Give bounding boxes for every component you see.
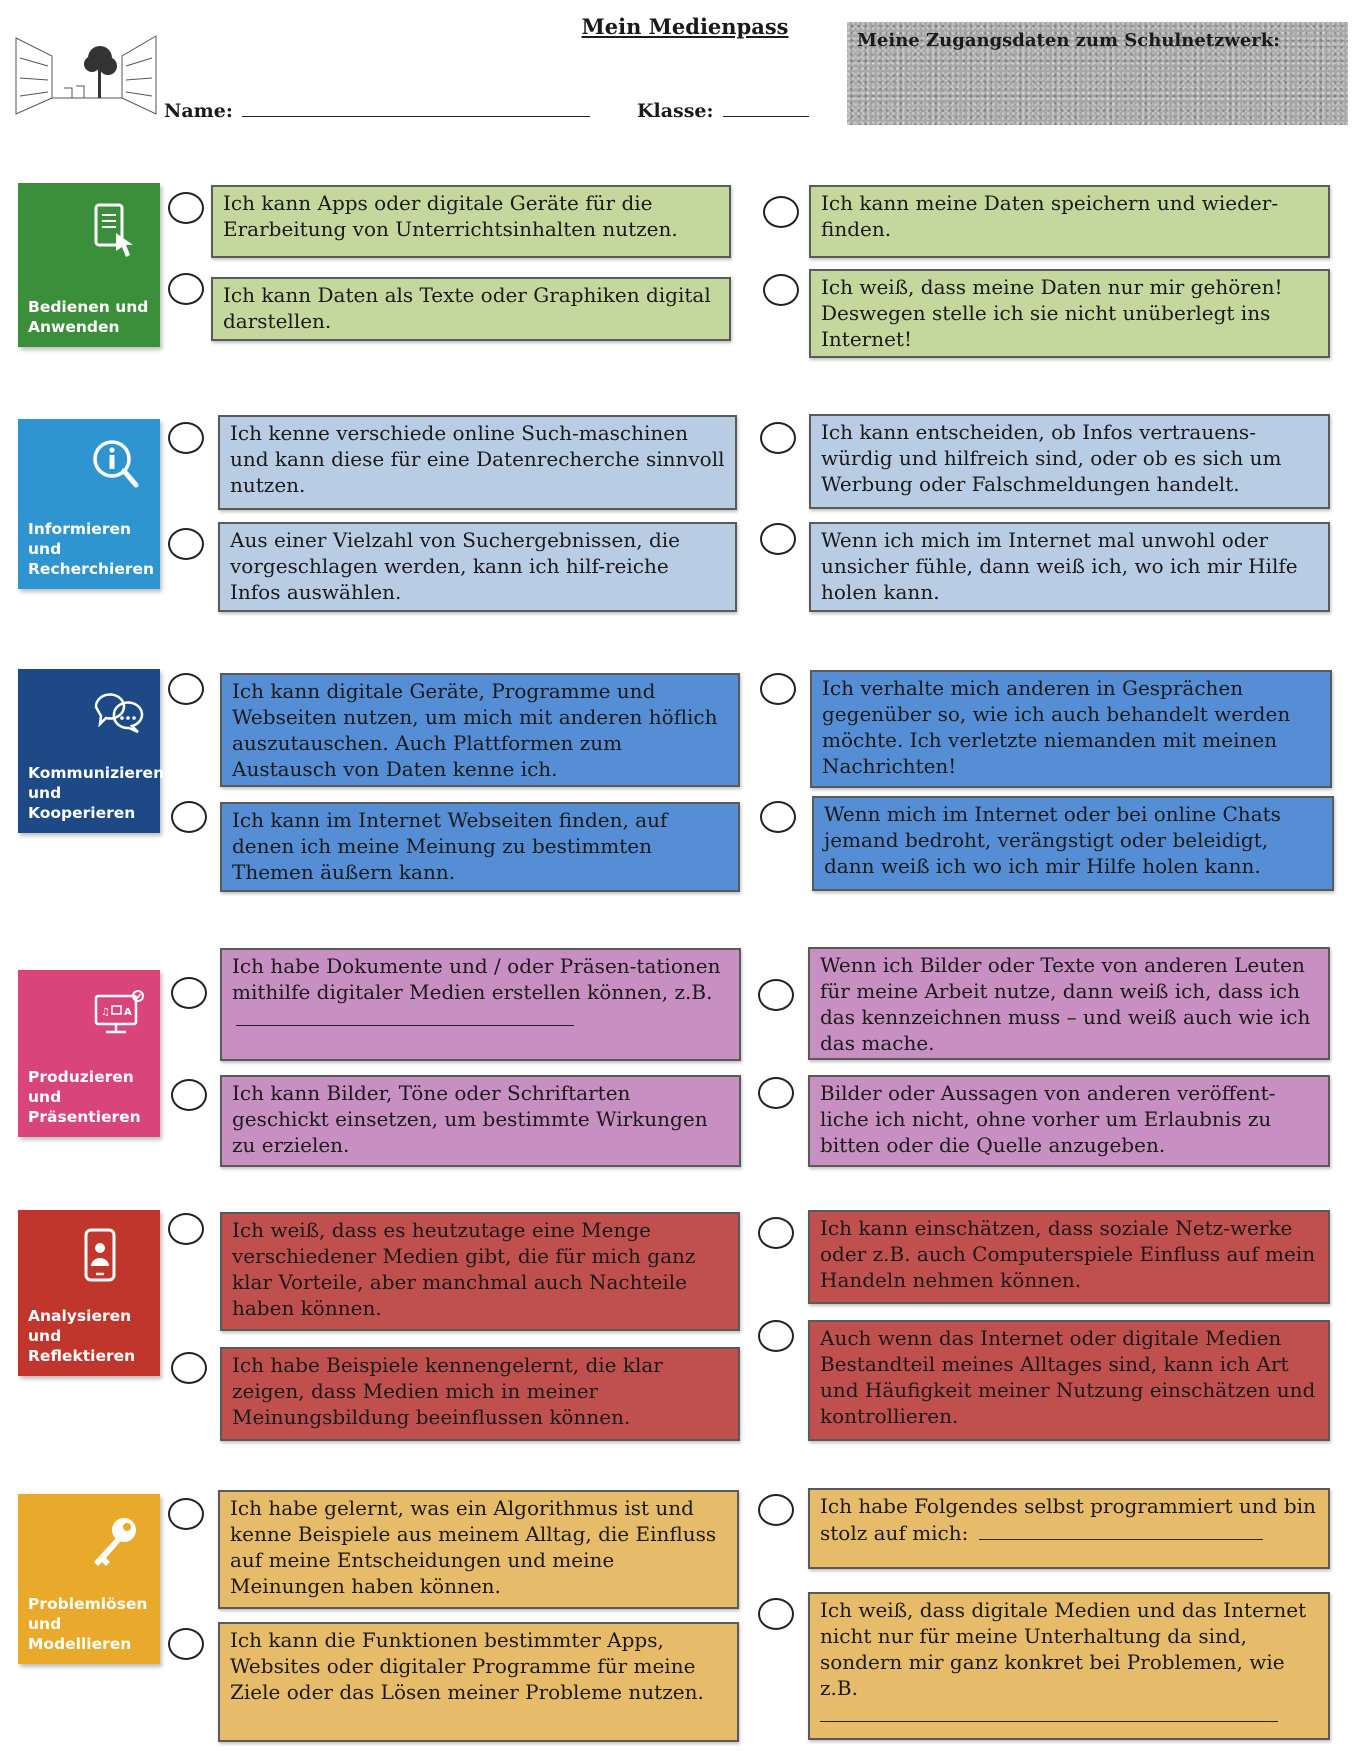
statement-text: Ich kann im Internet Webseiten finden, auf denen ich meine Meinung zu bestimmten Themen äußern kann. [232,808,668,884]
tablet-touch-icon [86,203,142,259]
statement-box [808,947,1330,1060]
category-label: Kommunizieren und Kooperieren [28,764,165,822]
category-tile-problemloesen [18,1494,160,1664]
statement-text: Aus einer Vielzahl von Suchergebnissen, die vorgeschlagen werden, kann ich hilf-reiche Infos auswählen. [230,528,680,604]
category-label: Informieren und Recherchieren [28,520,155,578]
category-label: Bedienen und Anwenden [28,298,149,336]
login-data-box [847,22,1348,125]
statement-text: Auch wenn das Internet oder digitale Medien Bestandteil meines Alltages sind, kann ich Art und Häufigkeit meiner Nutzung einschätzen und kontrollieren. [820,1326,1316,1428]
example-blank[interactable] [820,1701,1278,1722]
smartphone-person-icon [82,1228,138,1284]
checkbox-circle[interactable] [168,192,204,224]
statement-box [218,415,737,510]
statement-text: Ich kann die Funktionen bestimmter Apps, Websites oder digitaler Programme für meine Ziele oder das Lösen meiner Probleme nutzen. [230,1628,704,1704]
checkbox-circle[interactable] [760,422,796,454]
statement-box [220,673,740,787]
statement-box [220,1347,740,1441]
page-title: Mein Medienpass [581,14,789,39]
example-blank[interactable] [236,1005,574,1026]
checkbox-circle[interactable] [763,274,799,306]
class-blank[interactable] [723,98,809,117]
checkbox-circle[interactable] [758,1494,794,1526]
statement-box [808,1075,1330,1167]
statement-text: Ich weiß, dass meine Daten nur mir gehören! Deswegen stelle ich sie nicht unüberlegt ins Internet! [821,275,1283,351]
statement-text: Wenn ich mich im Internet mal unwohl oder unsicher fühle, dann weiß ich, wo ich mir Hilfe holen kann. [821,528,1298,604]
statement-box [211,277,731,341]
name-label: Name: [164,100,233,122]
statement-text: Ich habe Beispiele kennengelernt, die klar zeigen, dass Medien mich in meiner Meinungsbildung beeinflussen können. [232,1353,663,1429]
key-icon [88,1514,144,1570]
statement-box [218,1490,739,1609]
category-tile-analysieren [18,1210,160,1376]
statement-box [808,1592,1330,1740]
checkbox-circle[interactable] [171,1079,207,1111]
statement-box [220,1212,740,1331]
statement-text: Ich kann entscheiden, ob Infos vertrauens-würdig und hilfreich sind, oder ob es sich um Werbung oder Falschmeldungen handelt. [821,420,1282,496]
checkbox-circle[interactable] [171,1352,207,1384]
statement-box [808,1210,1330,1304]
statement-text: Ich kann Daten als Texte oder Graphiken digital darstellen. [223,283,711,333]
checkbox-circle[interactable] [168,673,204,705]
category-tile-kommunizieren [18,669,165,833]
school-logo [12,28,160,118]
statement-text: Wenn ich Bilder oder Texte von anderen Leuten für meine Arbeit nutze, dann weiß ich, dass ich das kennzeichnen muss – und weiß auch wie ich das mache. [820,953,1311,1055]
statement-text: Ich habe Dokumente und / oder Präsen-tationen mithilfe digitaler Medien erstellen können, z.B. [232,954,721,1004]
checkbox-circle[interactable] [760,673,796,705]
svg-text:A: A [124,1007,132,1018]
category-label: Problemlösen und Modellieren [28,1595,148,1653]
category-tile-produzieren [18,970,160,1137]
category-label: Analysieren und Reflektieren [28,1307,136,1365]
name-blank[interactable] [242,98,590,117]
checkbox-circle[interactable] [760,523,796,555]
checkbox-circle[interactable] [758,1077,794,1109]
login-label: Meine Zugangsdaten zum Schulnetzwerk: [857,30,1280,51]
statement-box [220,802,740,892]
checkbox-circle[interactable] [758,1217,794,1249]
statement-text: Ich weiß, dass digitale Medien und das Internet nicht nur für meine Unterhaltung da sind, sondern mir ganz konkret bei Problemen, wie z.B. [820,1598,1307,1700]
statement-text: Ich kann einschätzen, dass soziale Netz-werke oder z.B. auch Computerspiele Einfluss auf mein Handeln nehmen können. [820,1216,1316,1292]
checkbox-circle[interactable] [758,1598,794,1630]
checkbox-circle[interactable] [171,977,207,1009]
statement-text: Wenn mich im Internet oder bei online Chats jemand bedroht, verängstigt oder beleidigt, dann weiß ich wo ich mir Hilfe holen kann. [824,802,1281,878]
statement-box [218,1622,739,1742]
class-field[interactable] [637,98,817,122]
statement-box [808,1320,1330,1441]
statement-box [810,670,1332,788]
checkbox-circle[interactable] [760,801,796,833]
svg-text:♫: ♫ [101,1007,110,1018]
statement-text: Ich habe gelernt, was ein Algorithmus ist und kenne Beispiele aus meinem Alltag, die Einfluss auf meine Entscheidungen und meine Meinungen haben können. [230,1496,717,1598]
checkbox-circle[interactable] [758,979,794,1011]
statement-box [809,522,1330,612]
statement-text: Ich kann digitale Geräte, Programme und Webseiten nutzen, um mich mit anderen höflich auszutauschen. Auch Plattformen zum Austausch von Daten kenne ich. [232,679,718,781]
statement-text: Bilder oder Aussagen von anderen veröffent-liche ich nicht, ohne vorher um Erlaubnis zu bitten oder die Quelle anzugeben. [820,1081,1276,1157]
statement-text: Ich weiß, dass es heutzutage eine Menge verschiedener Medien gibt, die für mich ganz klar Vorteile, aber manchmal auch Nachteile haben können. [232,1218,696,1320]
statement-box [809,269,1330,358]
checkbox-circle[interactable] [168,1213,204,1245]
statement-box [809,185,1330,258]
media-screen-icon [92,988,148,1044]
statement-text: Ich verhalte mich anderen in Gesprächen gegenüber so, wie ich auch behandelt werden möchte. Ich verletzte niemanden mit meinen Nachrichten! [822,676,1291,778]
checkbox-circle[interactable] [168,528,204,560]
statement-box [812,796,1334,891]
name-field[interactable] [164,98,604,122]
checkbox-circle[interactable] [168,1498,204,1530]
statement-text: Ich habe Folgendes selbst programmiert und bin stolz auf mich: [820,1494,1316,1545]
category-tile-informieren [18,419,160,589]
statement-text: Ich kann Apps oder digitale Geräte für die Erarbeitung von Unterrichtsinhalten nutzen. [223,191,678,241]
chat-bubbles-icon [92,687,148,743]
statement-box [808,1488,1330,1569]
checkbox-circle[interactable] [763,196,799,228]
checkbox-circle[interactable] [171,801,207,833]
statement-box [218,522,737,612]
class-label: Klasse: [637,100,714,122]
statement-box [220,1075,741,1167]
statement-box [809,414,1330,509]
statement-text: Ich kann Bilder, Töne oder Schriftarten geschickt einsetzen, um bestimmte Wirkungen zu erzielen. [232,1081,708,1157]
programmed-blank[interactable] [979,1519,1263,1540]
checkbox-circle[interactable] [168,422,204,454]
statement-text: Ich kenne verschiede online Such-maschinen und kann diese für eine Datenrecherche sinnvoll nutzen. [230,421,725,497]
statement-text: Ich kann meine Daten speichern und wieder-finden. [821,191,1279,241]
statement-box [220,948,741,1061]
statement-box [211,185,731,258]
checkbox-circle[interactable] [168,1628,204,1660]
checkbox-circle[interactable] [168,273,204,305]
checkbox-circle[interactable] [758,1320,794,1352]
category-tile-bedienen [18,183,160,347]
info-search-icon [90,437,146,493]
category-label: Produzieren und Präsentieren [28,1068,141,1126]
